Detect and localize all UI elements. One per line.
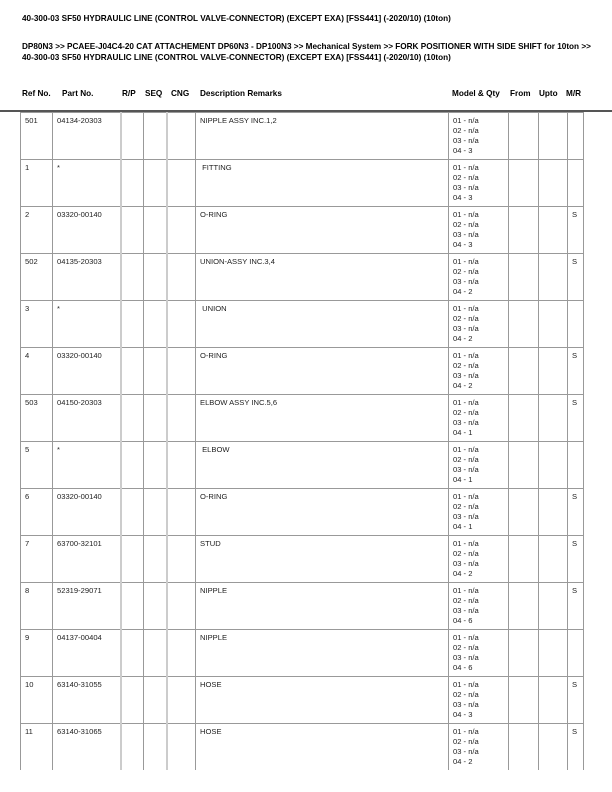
model-qty-line: 01 - n/a (453, 539, 479, 548)
mr-cell: S (568, 724, 584, 771)
from-cell (509, 207, 539, 254)
model-qty-cell (449, 677, 509, 724)
model-qty-cell (449, 207, 509, 254)
model-qty-line: 04 - 1 (453, 475, 473, 484)
header-mr: M/R (566, 89, 582, 98)
mr-cell (568, 630, 584, 677)
seq-cell (144, 724, 167, 771)
model-qty-cell (449, 113, 509, 160)
model-qty-cell (449, 536, 509, 583)
seq-cell (144, 113, 167, 160)
model-qty-line: 04 - 2 (453, 569, 473, 578)
model-qty-line: 01 - n/a (453, 445, 479, 454)
upto-cell (539, 724, 568, 771)
model-qty-line: 04 - 2 (453, 381, 473, 390)
description-cell: UNION (196, 301, 449, 348)
table-row (21, 207, 584, 254)
model-qty-cell (449, 160, 509, 207)
description-cell: NIPPLE (196, 630, 449, 677)
model-qty-line: 04 - 6 (453, 663, 473, 672)
upto-cell (539, 395, 568, 442)
description-cell: HOSE (196, 724, 449, 771)
model-qty-line: 03 - n/a (453, 559, 479, 568)
model-qty-line: 03 - n/a (453, 136, 479, 145)
upto-cell (539, 677, 568, 724)
ref-cell: 8 (21, 583, 53, 630)
part-no-cell: 04137-00404 (53, 630, 121, 677)
description-cell: HOSE (196, 677, 449, 724)
from-cell (509, 724, 539, 771)
description-cell: ELBOW ASSY INC.5,6 (196, 395, 449, 442)
header-part: Part No. (62, 89, 94, 98)
from-cell (509, 630, 539, 677)
table-row (21, 724, 584, 771)
cng-cell (167, 724, 196, 771)
description-cell: NIPPLE (196, 583, 449, 630)
model-qty-line: 04 - 1 (453, 428, 473, 437)
part-no-cell: 63700-32101 (53, 536, 121, 583)
rp-cell (121, 583, 144, 630)
model-qty-line: 01 - n/a (453, 727, 479, 736)
table-row (21, 160, 584, 207)
model-qty-line: 04 - 2 (453, 287, 473, 296)
model-qty-line: 02 - n/a (453, 314, 479, 323)
from-cell (509, 489, 539, 536)
model-qty-cell (449, 630, 509, 677)
header-upto: Upto (539, 89, 558, 98)
upto-cell (539, 536, 568, 583)
upto-cell (539, 113, 568, 160)
from-cell (509, 395, 539, 442)
seq-cell (144, 254, 167, 301)
model-qty-line: 03 - n/a (453, 653, 479, 662)
upto-cell (539, 489, 568, 536)
ref-cell: 503 (21, 395, 53, 442)
description-cell: O-RING (196, 489, 449, 536)
header-desc: Description Remarks (200, 89, 282, 98)
cng-cell (167, 160, 196, 207)
part-no-cell: 03320-00140 (53, 489, 121, 536)
model-qty-line: 03 - n/a (453, 418, 479, 427)
rp-cell (121, 630, 144, 677)
seq-cell (144, 442, 167, 489)
part-no-cell: 63140-31065 (53, 724, 121, 771)
cng-cell (167, 348, 196, 395)
model-qty-line: 01 - n/a (453, 680, 479, 689)
upto-cell (539, 583, 568, 630)
ref-cell: 6 (21, 489, 53, 536)
table-row (21, 442, 584, 489)
model-qty-line: 04 - 2 (453, 757, 473, 766)
cng-cell (167, 207, 196, 254)
breadcrumb: DP80N3 >> PCAEE-J04C4-20 CAT ATTACHEMENT DP60N3 - DP100N3 >> Mechanical System >> FORK POSITIONER WITH SIDE SHIFT for 10ton >> 40-300-03 SF50 HYDRAULIC LINE (CONTROL VALVE-CONNECTOR) (EXCEPT EXA) [FSS441] (-2020/10) (10ton) (22, 42, 591, 62)
cng-cell (167, 630, 196, 677)
description-cell: UNION-ASSY INC.3,4 (196, 254, 449, 301)
model-qty-line: 01 - n/a (453, 492, 479, 501)
ref-cell: 3 (21, 301, 53, 348)
rp-cell (121, 160, 144, 207)
description-cell: O-RING (196, 207, 449, 254)
model-qty-line: 01 - n/a (453, 210, 479, 219)
model-qty-cell (449, 583, 509, 630)
from-cell (509, 536, 539, 583)
model-qty-line: 04 - 3 (453, 710, 473, 719)
description-cell: FITTING (196, 160, 449, 207)
upto-cell (539, 160, 568, 207)
model-qty-line: 02 - n/a (453, 455, 479, 464)
model-qty-line: 02 - n/a (453, 361, 479, 370)
mr-cell: S (568, 207, 584, 254)
model-qty-line: 02 - n/a (453, 220, 479, 229)
rp-cell (121, 301, 144, 348)
from-cell (509, 677, 539, 724)
from-cell (509, 160, 539, 207)
part-no-cell: 04135-20303 (53, 254, 121, 301)
cng-cell (167, 254, 196, 301)
ref-cell: 501 (21, 113, 53, 160)
mr-cell: S (568, 348, 584, 395)
ref-cell: 502 (21, 254, 53, 301)
model-qty-line: 02 - n/a (453, 408, 479, 417)
model-qty-line: 02 - n/a (453, 690, 479, 699)
table-row (21, 677, 584, 724)
rp-cell (121, 395, 144, 442)
cng-cell (167, 677, 196, 724)
seq-cell (144, 160, 167, 207)
model-qty-line: 03 - n/a (453, 512, 479, 521)
model-qty-line: 03 - n/a (453, 371, 479, 380)
model-qty-cell (449, 442, 509, 489)
model-qty-cell (449, 254, 509, 301)
upto-cell (539, 630, 568, 677)
ref-cell: 10 (21, 677, 53, 724)
model-qty-line: 04 - 3 (453, 146, 473, 155)
model-qty-line: 01 - n/a (453, 163, 479, 172)
model-qty-line: 03 - n/a (453, 183, 479, 192)
from-cell (509, 583, 539, 630)
model-qty-line: 03 - n/a (453, 277, 479, 286)
mr-cell (568, 160, 584, 207)
model-qty-line: 04 - 1 (453, 522, 473, 531)
description-cell: STUD (196, 536, 449, 583)
rp-cell (121, 254, 144, 301)
seq-cell (144, 583, 167, 630)
cng-cell (167, 442, 196, 489)
model-qty-line: 03 - n/a (453, 747, 479, 756)
seq-cell (144, 207, 167, 254)
model-qty-line: 02 - n/a (453, 267, 479, 276)
mr-cell: S (568, 677, 584, 724)
table-row (21, 348, 584, 395)
header-rp: R/P (122, 89, 136, 98)
rp-cell (121, 536, 144, 583)
table-row (21, 254, 584, 301)
page-title: 40-300-03 SF50 HYDRAULIC LINE (CONTROL VALVE-CONNECTOR) (EXCEPT EXA) [FSS441] (-2020/10) (10ton) (22, 14, 451, 23)
parts-table (20, 112, 584, 770)
from-cell (509, 348, 539, 395)
model-qty-line: 02 - n/a (453, 737, 479, 746)
rp-cell (121, 207, 144, 254)
from-cell (509, 301, 539, 348)
from-cell (509, 254, 539, 301)
ref-cell: 4 (21, 348, 53, 395)
part-no-cell: 04134-20303 (53, 113, 121, 160)
part-no-cell: 63140-31055 (53, 677, 121, 724)
ref-cell: 11 (21, 724, 53, 771)
part-no-cell: 03320-00140 (53, 207, 121, 254)
model-qty-line: 02 - n/a (453, 643, 479, 652)
model-qty-line: 01 - n/a (453, 304, 479, 313)
model-qty-line: 03 - n/a (453, 700, 479, 709)
model-qty-line: 02 - n/a (453, 502, 479, 511)
cng-cell (167, 583, 196, 630)
table-row (21, 301, 584, 348)
mr-cell (568, 301, 584, 348)
seq-cell (144, 348, 167, 395)
mr-cell: S (568, 254, 584, 301)
seq-cell (144, 489, 167, 536)
model-qty-cell (449, 489, 509, 536)
rp-cell (121, 442, 144, 489)
ref-cell: 1 (21, 160, 53, 207)
rp-cell (121, 348, 144, 395)
header-from: From (510, 89, 531, 98)
cng-cell (167, 395, 196, 442)
cng-cell (167, 489, 196, 536)
cng-cell (167, 113, 196, 160)
mr-cell: S (568, 583, 584, 630)
model-qty-line: 01 - n/a (453, 116, 479, 125)
cng-cell (167, 301, 196, 348)
part-no-cell: 03320-00140 (53, 348, 121, 395)
model-qty-cell (449, 301, 509, 348)
ref-cell: 5 (21, 442, 53, 489)
mr-cell (568, 113, 584, 160)
seq-cell (144, 301, 167, 348)
ref-cell: 2 (21, 207, 53, 254)
model-qty-cell (449, 724, 509, 771)
description-cell: O-RING (196, 348, 449, 395)
cng-cell (167, 536, 196, 583)
rp-cell (121, 489, 144, 536)
part-no-cell: * (53, 160, 121, 207)
ref-cell: 7 (21, 536, 53, 583)
upto-cell (539, 254, 568, 301)
model-qty-line: 04 - 3 (453, 193, 473, 202)
model-qty-line: 02 - n/a (453, 596, 479, 605)
mr-cell: S (568, 489, 584, 536)
seq-cell (144, 630, 167, 677)
header-ref: Ref No. (22, 89, 51, 98)
upto-cell (539, 442, 568, 489)
model-qty-line: 02 - n/a (453, 173, 479, 182)
model-qty-line: 01 - n/a (453, 633, 479, 642)
model-qty-line: 03 - n/a (453, 230, 479, 239)
rp-cell (121, 724, 144, 771)
upto-cell (539, 301, 568, 348)
table-row (21, 583, 584, 630)
model-qty-line: 03 - n/a (453, 465, 479, 474)
description-cell: ELBOW (196, 442, 449, 489)
rp-cell (121, 677, 144, 724)
model-qty-line: 01 - n/a (453, 586, 479, 595)
model-qty-cell (449, 395, 509, 442)
model-qty-line: 04 - 2 (453, 334, 473, 343)
model-qty-line: 02 - n/a (453, 126, 479, 135)
upto-cell (539, 348, 568, 395)
upto-cell (539, 207, 568, 254)
model-qty-line: 03 - n/a (453, 324, 479, 333)
header-seq: SEQ (145, 89, 163, 98)
model-qty-line: 04 - 3 (453, 240, 473, 249)
rp-cell (121, 113, 144, 160)
description-cell: NIPPLE ASSY INC.1,2 (196, 113, 449, 160)
header-cng: CNG (171, 89, 190, 98)
seq-cell (144, 536, 167, 583)
from-cell (509, 113, 539, 160)
part-no-cell: 52319-29071 (53, 583, 121, 630)
part-no-cell: * (53, 442, 121, 489)
model-qty-line: 04 - 6 (453, 616, 473, 625)
from-cell (509, 442, 539, 489)
part-no-cell: * (53, 301, 121, 348)
table-row (21, 395, 584, 442)
table-row (21, 489, 584, 536)
ref-cell: 9 (21, 630, 53, 677)
mr-cell: S (568, 395, 584, 442)
table-row (21, 113, 584, 160)
mr-cell: S (568, 536, 584, 583)
model-qty-line: 02 - n/a (453, 549, 479, 558)
header-model: Model & Qty (452, 89, 500, 98)
table-row (21, 630, 584, 677)
seq-cell (144, 677, 167, 724)
model-qty-cell (449, 348, 509, 395)
model-qty-line: 01 - n/a (453, 398, 479, 407)
model-qty-line: 01 - n/a (453, 351, 479, 360)
model-qty-line: 03 - n/a (453, 606, 479, 615)
seq-cell (144, 395, 167, 442)
mr-cell (568, 442, 584, 489)
part-no-cell: 04150-20303 (53, 395, 121, 442)
model-qty-line: 01 - n/a (453, 257, 479, 266)
table-row (21, 536, 584, 583)
